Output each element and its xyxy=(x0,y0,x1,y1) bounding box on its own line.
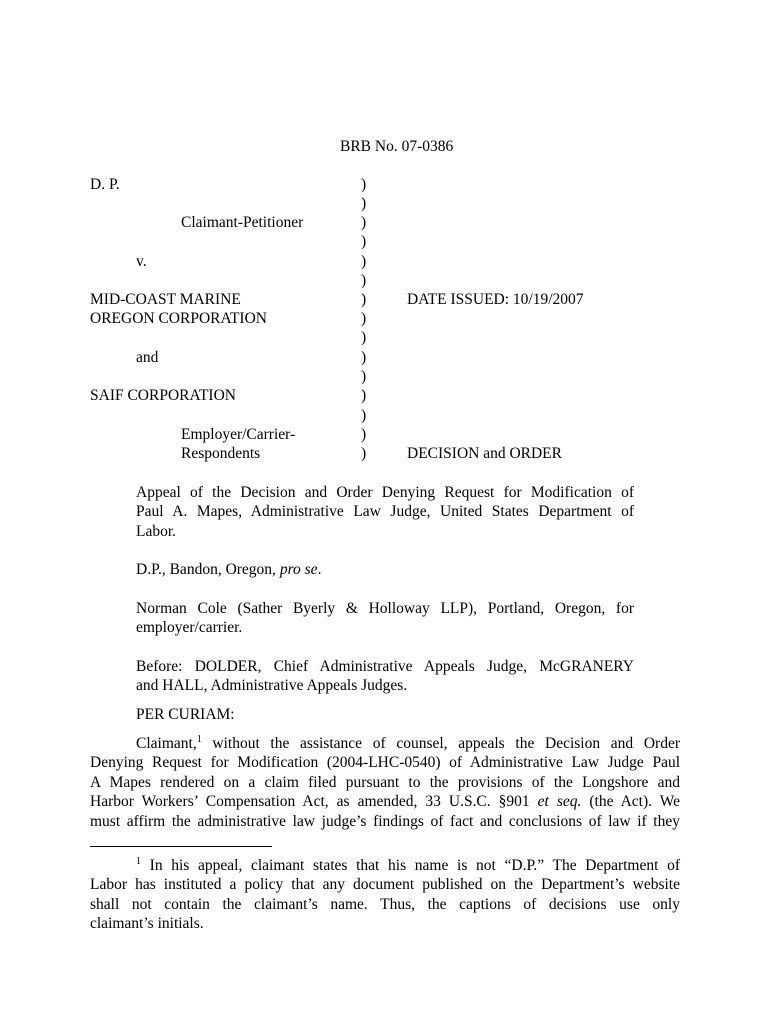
caption-paren: ) xyxy=(361,195,367,212)
appeal-line: Labor. xyxy=(136,522,177,540)
panel-line: and HALL, Administrative Appeals Judges. xyxy=(136,677,408,695)
date-issued: DATE ISSUED: 10/19/2007 xyxy=(407,291,584,308)
body-line-4-end: (the Act). We xyxy=(581,793,680,811)
employer-counsel-line: employer/carrier. xyxy=(136,619,243,637)
body-line xyxy=(90,734,680,753)
caption-paren: ) xyxy=(361,291,367,308)
panel-of-judges xyxy=(136,657,634,696)
caption-paren: ) xyxy=(361,387,367,404)
footnote-line xyxy=(90,856,680,875)
footnote-line: claimant’s initials. xyxy=(90,915,204,933)
caption-paren: ) xyxy=(361,272,367,289)
respondent-role-line-2: Respondents xyxy=(181,445,261,462)
caption-paren: ) xyxy=(361,445,367,462)
et-seq-term: et seq. xyxy=(537,793,582,811)
claimant-counsel-end: . xyxy=(317,561,322,578)
employer-counsel-line: Norman Cole (Sather Byerly & Holloway LLP), Portland, Oregon, for xyxy=(136,600,634,617)
caption-paren: ) xyxy=(361,176,367,193)
panel-line: Before: DOLDER, Chief Administrative Appeals Judge, McGRANERY xyxy=(136,658,634,675)
footnote-line: shall not contain the claimant’s name. Thus, the captions of decisions use only xyxy=(90,895,680,913)
carrier-name: SAIF CORPORATION xyxy=(90,387,236,404)
claimant-name: D. P. xyxy=(90,176,120,193)
caption-paren: ) xyxy=(361,368,367,385)
caption-paren: ) xyxy=(361,253,367,270)
appeal-line: Paul A. Mapes, Administrative Law Judge, United States Department of xyxy=(136,503,634,521)
body-claimant-word: Claimant, xyxy=(136,735,197,752)
document-type: DECISION and ORDER xyxy=(407,445,562,462)
body-line: must affirm the administrative law judge’s findings of fact and conclusions of law if they xyxy=(90,812,680,830)
body-line-4-start: Harbor Workers’ Compensation Act, as amended, 33 U.S.C. §901 xyxy=(90,793,538,811)
pro-se-term: pro se xyxy=(279,561,318,578)
appeal-paragraph xyxy=(136,483,634,541)
per-curiam-heading: PER CURIAM: xyxy=(136,706,235,723)
employer-line-2: OREGON CORPORATION xyxy=(90,310,267,327)
claimant-counsel-text: D.P., Bandon, Oregon, xyxy=(136,561,280,578)
caption-paren: ) xyxy=(361,349,367,366)
body-line-1-rest: without the assistance of counsel, appeals the Decision and Order xyxy=(201,735,680,752)
footnote-line: Labor has instituted a policy that any document published on the Department’s website xyxy=(90,876,680,894)
footnote xyxy=(90,856,680,934)
caption-paren: ) xyxy=(361,407,367,424)
footnote-separator xyxy=(90,846,272,847)
versus: v. xyxy=(136,253,147,270)
caption-paren: ) xyxy=(361,426,367,443)
employer-counsel xyxy=(136,599,634,638)
caption-paren: ) xyxy=(361,310,367,327)
caption-paren: ) xyxy=(361,329,367,346)
footnote-number: 1 xyxy=(136,855,141,867)
opinion-body xyxy=(90,734,680,831)
caption-paren: ) xyxy=(361,233,367,250)
and-connector: and xyxy=(136,349,159,366)
body-line: A Mapes rendered on a claim filed pursuant to the provisions of the Longshore and xyxy=(90,773,680,791)
employer-line-1: MID-COAST MARINE xyxy=(90,291,241,308)
footnote-reference[interactable]: 1 xyxy=(196,733,202,745)
body-line xyxy=(90,792,680,811)
caption-paren: ) xyxy=(361,214,367,231)
claimant-role: Claimant-Petitioner xyxy=(181,214,304,231)
respondent-role-line-1: Employer/Carrier- xyxy=(181,426,296,443)
appeal-line: Appeal of the Decision and Order Denying Request for Modification of xyxy=(136,484,634,501)
body-line: Denying Request for Modification (2004-LHC-0540) of Administrative Law Judge Paul xyxy=(90,754,680,772)
claimant-counsel xyxy=(136,560,321,579)
case-number: BRB No. 07-0386 xyxy=(340,138,454,155)
footnote-line-1-text: In his appeal, claimant states that his name is not “D.P.” The Department of xyxy=(141,857,680,874)
